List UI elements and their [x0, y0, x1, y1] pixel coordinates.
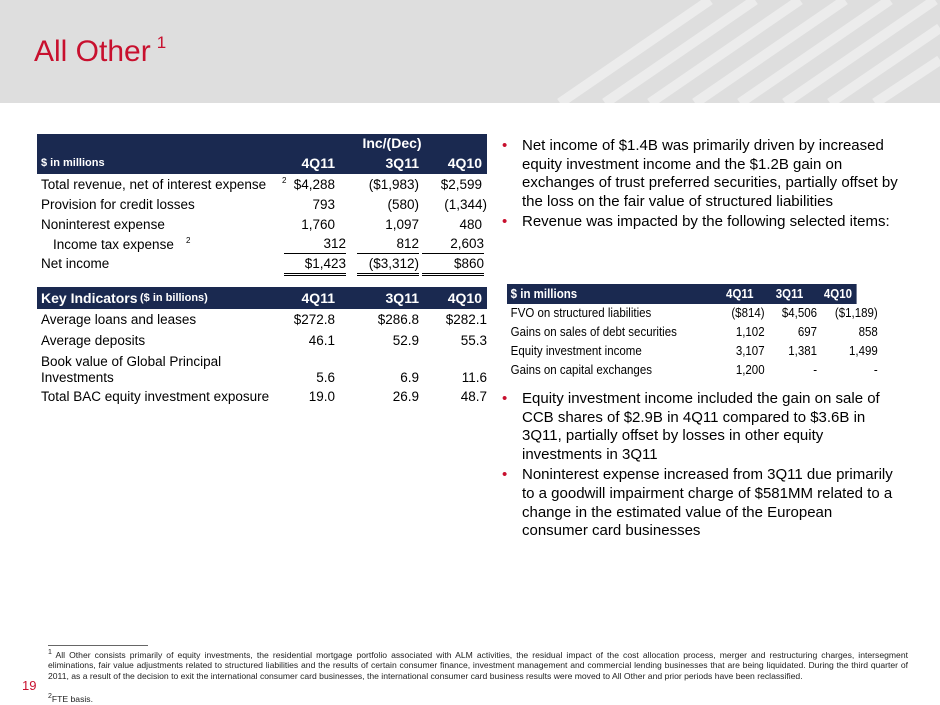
table-row: Noninterest expense 1,760 1,097 480	[41, 217, 482, 232]
table-row: Gains on sales of debt securities 1,102 697 858	[510, 325, 878, 339]
bullet-item: • Revenue was impacted by the following selected items:	[502, 213, 890, 231]
bullet-icon: •	[502, 466, 508, 484]
bullet-icon: •	[502, 137, 508, 154]
bullets-top	[502, 137, 902, 234]
income-table-header: $ in millions 4Q11 3Q11 4Q10	[37, 153, 487, 174]
bullet-icon: •	[502, 213, 508, 231]
table-row: Income tax expense 2 312 812 2,603	[53, 236, 484, 252]
bullet-icon: •	[502, 390, 508, 407]
income-table-group-header: Inc/(Dec)	[37, 134, 487, 153]
table-row: Net income $1,423 ($3,312) $860	[37, 254, 487, 274]
footnote-divider	[48, 645, 148, 646]
table-row: Book value of Global Principal	[41, 354, 222, 369]
table-row: Average deposits 46.1 52.9 55.3	[41, 333, 487, 348]
table-row: FVO on structured liabilities ($814) $4,506 ($1,189)	[510, 306, 878, 320]
key-indicators-table	[37, 287, 487, 409]
table-row: Total revenue, net of interest expense 2 $4,288 ($1,983) $2,599	[41, 176, 482, 192]
page-title: All Other $^1$	[34, 33, 167, 68]
table-row: Total BAC equity investment exposure 19.0 26.9 48.7	[41, 389, 487, 404]
table-row: Gains on capital exchanges 1,200 - -	[510, 363, 878, 377]
selected-items-header: $ in millions 4Q11 3Q11 4Q10	[507, 284, 857, 304]
table-row: Provision for credit losses 793 (580) (1,344)	[41, 197, 487, 212]
bullets-bottom	[502, 390, 902, 543]
brand-flag-graphic	[520, 0, 940, 103]
footnote-1: $^1$ All Other consists primarily of equity investments, the residential mortgage portfolio associated with ALM activities, the residual impact of the cost allocation process, merger and restructuring charges, intersegment eliminations, fair value adjustments related to structured liabilities and the results of certain consumer finance, investment management and commercial lending businesses that are being liquidated. During the third quarter of 2011, as a result of the decision to exit the international consumer card businesses, the international consumer card business results were moved to All Other and prior periods have been reclassified.	[48, 649, 908, 682]
bullet-item: • Net income of $1.4B was primarily driven by increased equity investment income and the $1.2B gain on exchanges of trust preferred securities, partially offset by the loss on the fair value of structured liabilities	[502, 137, 898, 210]
footnote-2: $^2$FTE basis.	[48, 693, 93, 704]
income-table	[37, 134, 487, 274]
table-row: Equity investment income 3,107 1,381 1,499	[510, 344, 878, 358]
table-row: Average loans and leases $272.8 $286.8 $282.1	[41, 312, 487, 327]
key-indicators-header: Key Indicators ($ in billions) 4Q11 3Q11 4Q10	[37, 287, 487, 309]
page-number: 19	[22, 678, 37, 693]
bullet-item: • Noninterest expense increased from 3Q11 due primarily to a goodwill impairment charge of $581MM related to a change in the estimated value of the European consumer card businesses	[502, 466, 893, 540]
table-row: Investments 5.6 6.9 11.6	[41, 370, 487, 385]
bullet-item: • Equity investment income included the gain on sale of CCB shares of $2.9B in 4Q11 compared to $3.6B in 3Q11, partially offset by losses in other equity investments in 3Q11	[502, 390, 880, 463]
header-band	[0, 0, 940, 103]
